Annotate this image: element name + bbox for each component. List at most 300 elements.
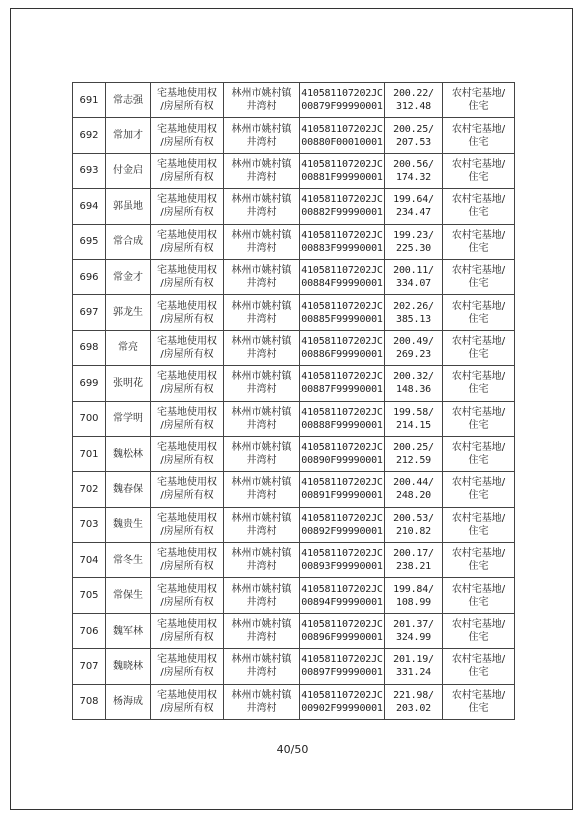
parcel-code-text: 410581107202JC (301, 88, 383, 100)
right-type (151, 83, 224, 118)
parcel-code (300, 83, 385, 118)
location (224, 189, 300, 224)
location-text: 井湾村 (246, 702, 277, 714)
right-type-text: 宅基地使用权 (157, 158, 217, 170)
row-number-text: 707 (79, 660, 99, 672)
right-type-text: 宅基地使用权 (157, 335, 217, 347)
location-text: 林州市姚村镇 (231, 654, 292, 666)
parcel-code-text: 00886F99990001 (301, 348, 383, 360)
owner-name (106, 153, 151, 188)
land-use-text: 农村宅基地/ (451, 265, 506, 277)
row-number-text: 699 (79, 377, 99, 389)
owner-name (106, 118, 151, 153)
right-type (151, 259, 224, 294)
parcel-code-text: 00888F99990001 (301, 419, 383, 431)
area-text: 199.64/ (393, 194, 434, 206)
row-number-text: 702 (79, 483, 99, 495)
right-type (151, 330, 224, 365)
land-use (443, 507, 515, 542)
page-number (11, 743, 574, 756)
area-text: 201.19/ (393, 654, 434, 666)
parcel-code-text: 410581107202JC (301, 619, 383, 631)
parcel-code-text: 00885F99990001 (301, 313, 383, 325)
right-type (151, 189, 224, 224)
area-text: 248.20 (396, 490, 431, 502)
row-number (73, 684, 106, 719)
current-page: 40 (276, 743, 291, 756)
area-text: 269.23 (396, 348, 431, 360)
right-type-text: 宅基地使用权 (157, 371, 217, 383)
row-number-text: 698 (79, 342, 99, 354)
parcel-code-text: 410581107202JC (301, 158, 383, 170)
location-text: 林州市姚村镇 (231, 158, 292, 170)
parcel-code (300, 543, 385, 578)
land-use-text: 农村宅基地/ (451, 512, 506, 524)
table-row (73, 472, 515, 507)
location-text: 井湾村 (246, 207, 277, 219)
location (224, 613, 300, 648)
right-type (151, 401, 224, 436)
right-type (151, 472, 224, 507)
land-use-text: 农村宅基地/ (451, 406, 506, 418)
location-text: 井湾村 (246, 136, 277, 148)
table-row (73, 366, 515, 401)
parcel-code-text: 410581107202JC (301, 229, 383, 241)
right-type-text: /房屋所有权 (160, 207, 214, 219)
parcel-code-text: 00883F99990001 (301, 242, 383, 254)
area-text: 234.47 (396, 207, 431, 219)
right-type-text: 宅基地使用权 (157, 548, 217, 560)
area-text: 174.32 (396, 171, 431, 183)
right-type-text: 宅基地使用权 (157, 265, 217, 277)
land-use-text: 农村宅基地/ (451, 229, 506, 241)
area-text: 331.24 (396, 667, 431, 679)
location (224, 436, 300, 471)
area (385, 507, 443, 542)
land-use-text: 农村宅基地/ (451, 300, 506, 312)
row-number-text: 695 (79, 236, 99, 248)
row-number-text: 701 (79, 448, 99, 460)
land-use-text: 农村宅基地/ (451, 158, 506, 170)
right-type-text: 宅基地使用权 (157, 300, 217, 312)
area-text: 200.32/ (393, 371, 434, 383)
right-type-text: /房屋所有权 (160, 313, 214, 325)
parcel-code (300, 649, 385, 684)
right-type-text: 宅基地使用权 (157, 123, 217, 135)
owner-name-text: 魏松林 (113, 448, 143, 460)
parcel-code-text: 410581107202JC (301, 265, 383, 277)
right-type-text: 宅基地使用权 (157, 229, 217, 241)
owner-name (106, 472, 151, 507)
parcel-code (300, 224, 385, 259)
right-type-text: 宅基地使用权 (157, 194, 217, 206)
parcel-code (300, 578, 385, 613)
area-text: 324.99 (396, 632, 431, 644)
location-text: 林州市姚村镇 (231, 583, 292, 595)
parcel-code (300, 507, 385, 542)
owner-name-text: 魏贵生 (113, 519, 143, 531)
owner-name-text: 常合成 (113, 236, 143, 248)
right-type-text: 宅基地使用权 (157, 442, 217, 454)
right-type (151, 684, 224, 719)
location (224, 366, 300, 401)
owner-name-text: 常加才 (113, 130, 143, 142)
land-use (443, 330, 515, 365)
parcel-code-text: 00884F99990001 (301, 278, 383, 290)
right-type-text: /房屋所有权 (160, 348, 214, 360)
right-type (151, 224, 224, 259)
parcel-code (300, 684, 385, 719)
location-text: 林州市姚村镇 (231, 406, 292, 418)
location-text: 井湾村 (246, 561, 277, 573)
registration-table (72, 82, 515, 720)
land-use-text: 农村宅基地/ (451, 583, 506, 595)
area-text: 200.49/ (393, 335, 434, 347)
area (385, 224, 443, 259)
location-text: 井湾村 (246, 278, 277, 290)
owner-name (106, 649, 151, 684)
row-number-text: 705 (79, 590, 99, 602)
row-number (73, 189, 106, 224)
parcel-code-text: 410581107202JC (301, 371, 383, 383)
location-text: 井湾村 (246, 313, 277, 325)
area-text: 238.21 (396, 561, 431, 573)
row-number-text: 694 (79, 200, 99, 212)
right-type (151, 543, 224, 578)
area (385, 684, 443, 719)
owner-name (106, 684, 151, 719)
land-use-text: 农村宅基地/ (451, 442, 506, 454)
land-use (443, 543, 515, 578)
parcel-code-text: 410581107202JC (301, 689, 383, 701)
parcel-code-text: 00890F99990001 (301, 455, 383, 467)
parcel-code-text: 00896F99990001 (301, 632, 383, 644)
row-number (73, 472, 106, 507)
right-type-text: 宅基地使用权 (157, 406, 217, 418)
right-type (151, 118, 224, 153)
parcel-code-text: 00882F99990001 (301, 207, 383, 219)
owner-name (106, 578, 151, 613)
location-text: 井湾村 (246, 348, 277, 360)
right-type-text: /房屋所有权 (160, 101, 214, 113)
table-row (73, 295, 515, 330)
land-use (443, 401, 515, 436)
owner-name-text: 魏军林 (113, 625, 143, 637)
area-text: 207.53 (396, 136, 431, 148)
land-use-text: 住宅 (468, 455, 489, 467)
area (385, 543, 443, 578)
area-text: 200.11/ (393, 265, 434, 277)
right-type-text: 宅基地使用权 (157, 654, 217, 666)
location (224, 401, 300, 436)
location-text: 井湾村 (246, 171, 277, 183)
right-type (151, 436, 224, 471)
owner-name (106, 224, 151, 259)
land-use-text: 农村宅基地/ (451, 548, 506, 560)
area (385, 472, 443, 507)
location-text: 林州市姚村镇 (231, 265, 292, 277)
table-row (73, 224, 515, 259)
parcel-code (300, 613, 385, 648)
area (385, 366, 443, 401)
land-use-text: 住宅 (468, 136, 489, 148)
location-text: 林州市姚村镇 (231, 88, 292, 100)
area-text: 385.13 (396, 313, 431, 325)
row-number (73, 401, 106, 436)
location-text: 林州市姚村镇 (231, 477, 292, 489)
row-number-text: 700 (79, 413, 99, 425)
owner-name (106, 543, 151, 578)
owner-name (106, 436, 151, 471)
right-type-text: /房屋所有权 (160, 561, 214, 573)
land-use (443, 366, 515, 401)
land-use (443, 684, 515, 719)
area (385, 259, 443, 294)
land-use-text: 住宅 (468, 348, 489, 360)
right-type (151, 366, 224, 401)
parcel-code (300, 366, 385, 401)
location-text: 井湾村 (246, 667, 277, 679)
row-number (73, 153, 106, 188)
right-type (151, 507, 224, 542)
parcel-code-text: 00881F99990001 (301, 171, 383, 183)
land-use-text: 住宅 (468, 207, 489, 219)
location (224, 543, 300, 578)
parcel-code (300, 118, 385, 153)
owner-name (106, 83, 151, 118)
location (224, 259, 300, 294)
right-type-text: /房屋所有权 (160, 455, 214, 467)
table-row (73, 684, 515, 719)
parcel-code (300, 153, 385, 188)
parcel-code-text: 410581107202JC (301, 477, 383, 489)
area-text: 200.44/ (393, 477, 434, 489)
owner-name (106, 366, 151, 401)
right-type (151, 649, 224, 684)
owner-name-text: 魏晓林 (113, 660, 143, 672)
owner-name-text: 付金启 (113, 165, 143, 177)
location-text: 林州市姚村镇 (231, 512, 292, 524)
right-type-text: 宅基地使用权 (157, 477, 217, 489)
right-type-text: 宅基地使用权 (157, 689, 217, 701)
table-row (73, 83, 515, 118)
area-text: 334.07 (396, 278, 431, 290)
location (224, 224, 300, 259)
area-text: 214.15 (396, 419, 431, 431)
area-text: 200.22/ (393, 88, 434, 100)
location (224, 118, 300, 153)
land-use (443, 436, 515, 471)
parcel-code (300, 401, 385, 436)
land-use (443, 472, 515, 507)
row-number (73, 295, 106, 330)
land-use (443, 83, 515, 118)
land-use-text: 农村宅基地/ (451, 123, 506, 135)
owner-name-text: 郭龙生 (113, 307, 143, 319)
table-row (73, 401, 515, 436)
area (385, 153, 443, 188)
row-number-text: 692 (79, 130, 99, 142)
land-use-text: 农村宅基地/ (451, 88, 506, 100)
right-type-text: /房屋所有权 (160, 384, 214, 396)
owner-name (106, 613, 151, 648)
right-type (151, 578, 224, 613)
table-row (73, 118, 515, 153)
table-body (73, 83, 515, 720)
right-type-text: /房屋所有权 (160, 702, 214, 714)
row-number-text: 691 (79, 94, 99, 106)
location-text: 林州市姚村镇 (231, 548, 292, 560)
parcel-code-text: 410581107202JC (301, 512, 383, 524)
parcel-code (300, 259, 385, 294)
land-use-text: 住宅 (468, 561, 489, 573)
owner-name-text: 常保生 (113, 590, 143, 602)
table-row (73, 153, 515, 188)
row-number (73, 83, 106, 118)
parcel-code (300, 295, 385, 330)
location (224, 649, 300, 684)
area (385, 118, 443, 153)
right-type-text: /房屋所有权 (160, 419, 214, 431)
right-type-text: 宅基地使用权 (157, 512, 217, 524)
land-use-text: 住宅 (468, 490, 489, 502)
land-use-text: 农村宅基地/ (451, 689, 506, 701)
right-type-text: 宅基地使用权 (157, 583, 217, 595)
area-text: 201.37/ (393, 619, 434, 631)
location (224, 578, 300, 613)
land-use (443, 118, 515, 153)
parcel-code-text: 410581107202JC (301, 406, 383, 418)
land-use (443, 259, 515, 294)
area-text: 199.84/ (393, 583, 434, 595)
land-use-text: 农村宅基地/ (451, 654, 506, 666)
location-text: 井湾村 (246, 384, 277, 396)
location-text: 井湾村 (246, 455, 277, 467)
area-text: 200.25/ (393, 442, 434, 454)
parcel-code-text: 00894F99990001 (301, 596, 383, 608)
parcel-code (300, 472, 385, 507)
area (385, 613, 443, 648)
owner-name (106, 295, 151, 330)
location-text: 林州市姚村镇 (231, 229, 292, 241)
right-type-text: /房屋所有权 (160, 136, 214, 148)
land-use (443, 153, 515, 188)
parcel-code-text: 410581107202JC (301, 300, 383, 312)
right-type (151, 153, 224, 188)
right-type-text: /房屋所有权 (160, 525, 214, 537)
land-use-text: 农村宅基地/ (451, 477, 506, 489)
area-text: 199.58/ (393, 406, 434, 418)
land-use-text: 住宅 (468, 596, 489, 608)
parcel-code-text: 410581107202JC (301, 123, 383, 135)
row-number-text: 693 (79, 165, 99, 177)
land-use-text: 农村宅基地/ (451, 194, 506, 206)
land-use-text: 住宅 (468, 278, 489, 290)
table-row (73, 543, 515, 578)
table-row (73, 613, 515, 648)
area (385, 83, 443, 118)
owner-name (106, 259, 151, 294)
area-text: 108.99 (396, 596, 431, 608)
parcel-code-text: 00897F99990001 (301, 667, 383, 679)
parcel-code-text: 410581107202JC (301, 548, 383, 560)
row-number-text: 696 (79, 271, 99, 283)
land-use (443, 295, 515, 330)
land-use-text: 住宅 (468, 313, 489, 325)
parcel-code-text: 410581107202JC (301, 335, 383, 347)
total-pages: 50 (294, 743, 309, 756)
land-use (443, 189, 515, 224)
owner-name-text: 常志强 (113, 94, 143, 106)
location-text: 井湾村 (246, 525, 277, 537)
location-text: 林州市姚村镇 (231, 194, 292, 206)
right-type-text: /房屋所有权 (160, 278, 214, 290)
row-number (73, 259, 106, 294)
owner-name-text: 杨海成 (113, 696, 143, 708)
page-separator: / (290, 743, 295, 756)
row-number (73, 507, 106, 542)
owner-name-text: 常亮 (118, 342, 138, 354)
land-use-text: 住宅 (468, 242, 489, 254)
table-row (73, 436, 515, 471)
area-text: 202.26/ (393, 300, 434, 312)
table-row (73, 649, 515, 684)
area (385, 189, 443, 224)
area-text: 210.82 (396, 525, 431, 537)
parcel-code-text: 00902F99990001 (301, 702, 383, 714)
parcel-code (300, 189, 385, 224)
area (385, 649, 443, 684)
owner-name-text: 张明花 (113, 377, 143, 389)
area-text: 212.59 (396, 455, 431, 467)
land-use (443, 578, 515, 613)
table-row (73, 507, 515, 542)
parcel-code-text: 00880F00010001 (301, 136, 383, 148)
area-text: 200.25/ (393, 123, 434, 135)
land-use (443, 224, 515, 259)
location (224, 83, 300, 118)
area-text: 200.53/ (393, 512, 434, 524)
right-type-text: 宅基地使用权 (157, 88, 217, 100)
table-row (73, 330, 515, 365)
area (385, 330, 443, 365)
row-number-text: 706 (79, 625, 99, 637)
area-text: 199.23/ (393, 229, 434, 241)
parcel-code-text: 410581107202JC (301, 442, 383, 454)
location-text: 林州市姚村镇 (231, 619, 292, 631)
right-type-text: /房屋所有权 (160, 632, 214, 644)
land-use-text: 住宅 (468, 419, 489, 431)
row-number (73, 366, 106, 401)
area-text: 221.98/ (393, 689, 434, 701)
parcel-code-text: 410581107202JC (301, 654, 383, 666)
row-number-text: 704 (79, 554, 99, 566)
location (224, 330, 300, 365)
parcel-code-text: 410581107202JC (301, 194, 383, 206)
location-text: 井湾村 (246, 101, 277, 113)
owner-name (106, 507, 151, 542)
area-text: 200.17/ (393, 548, 434, 560)
right-type-text: 宅基地使用权 (157, 619, 217, 631)
row-number-text: 708 (79, 696, 99, 708)
location-text: 井湾村 (246, 632, 277, 644)
location-text: 林州市姚村镇 (231, 300, 292, 312)
land-use-text: 农村宅基地/ (451, 619, 506, 631)
row-number (73, 224, 106, 259)
land-use-text: 住宅 (468, 667, 489, 679)
area-text: 312.48 (396, 101, 431, 113)
land-use (443, 613, 515, 648)
